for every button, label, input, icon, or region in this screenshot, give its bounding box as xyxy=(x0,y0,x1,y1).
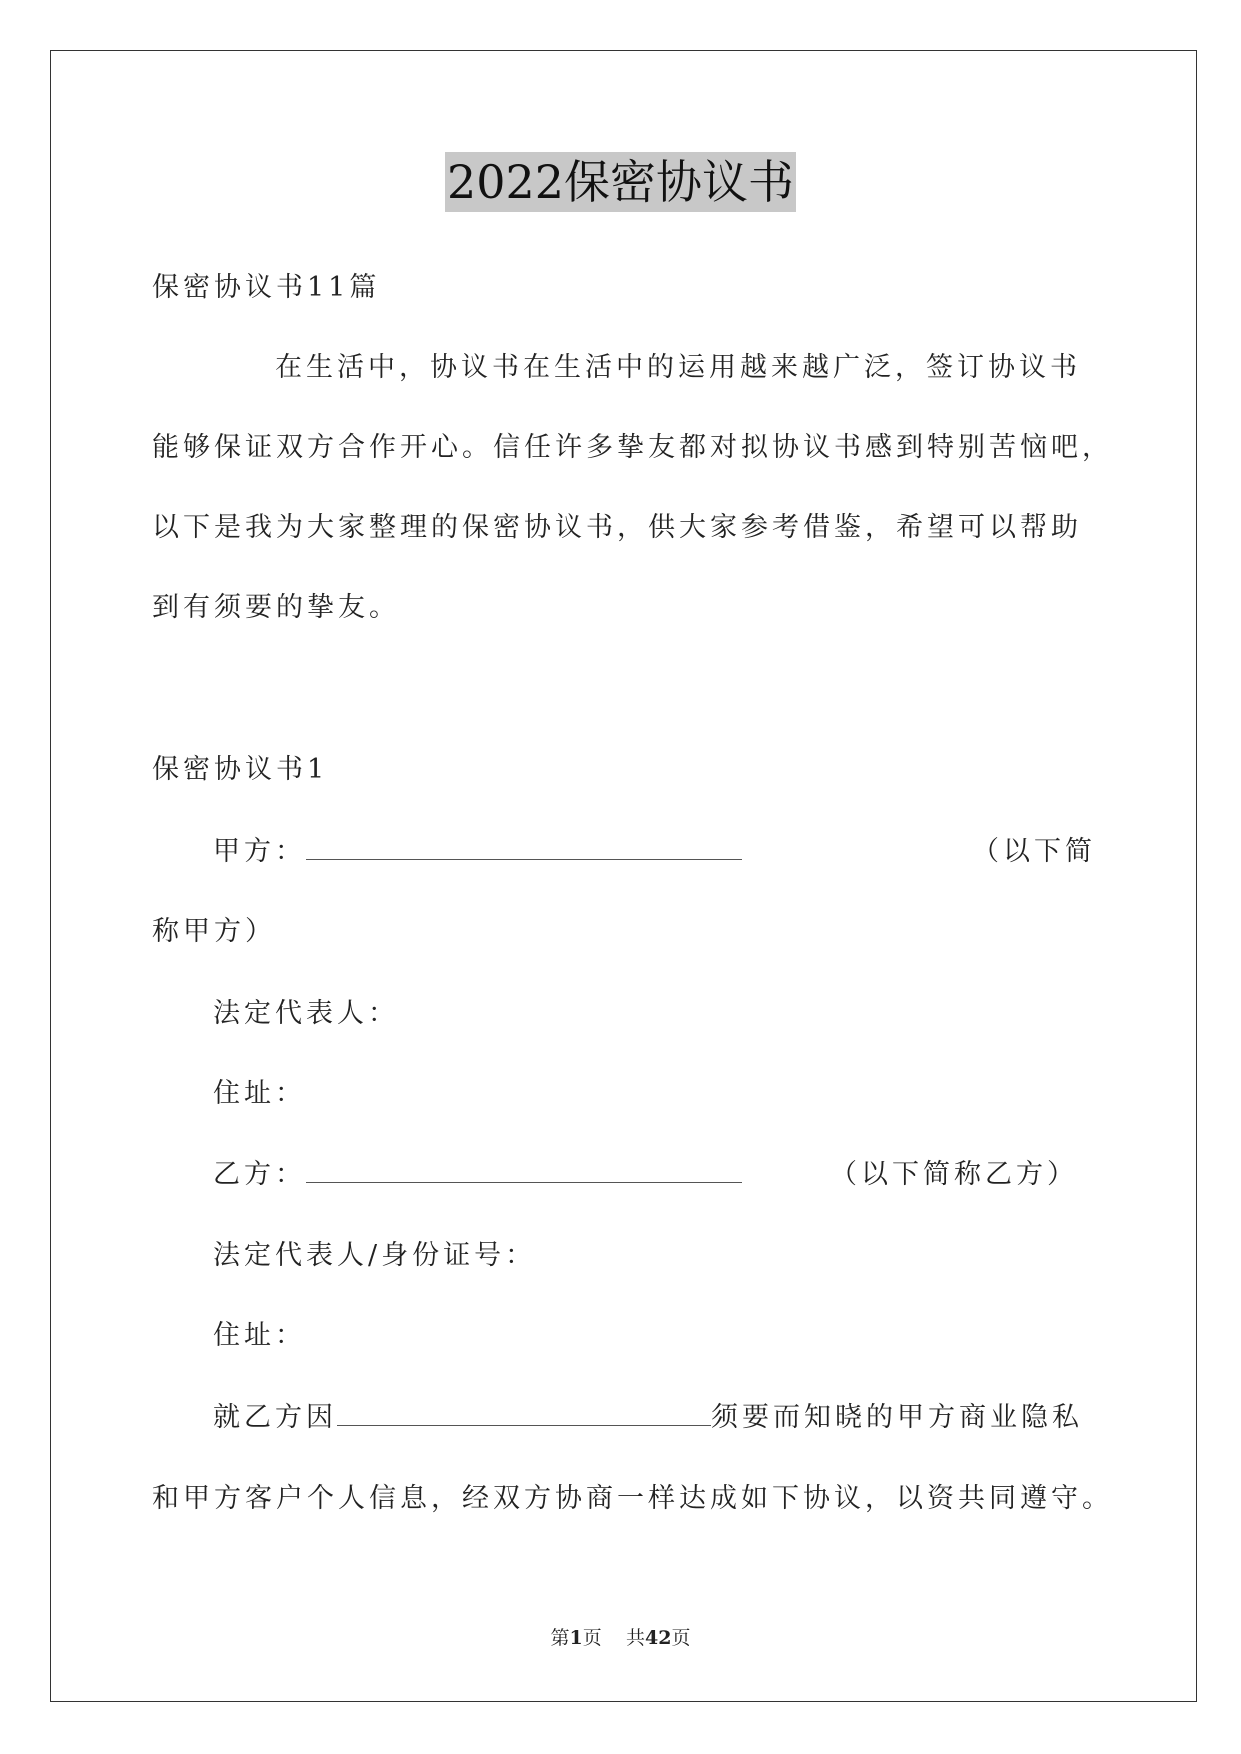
intro-line-4: 到有须要的挚友。 xyxy=(152,592,400,623)
footer-total-prefix: 共 xyxy=(625,1627,645,1649)
clause-blank[interactable] xyxy=(337,1399,711,1426)
page-footer xyxy=(0,1626,1241,1650)
footer-total-pages: 42 xyxy=(644,1627,672,1649)
party-a-address: 住址： xyxy=(213,1078,306,1109)
party-a-label: 甲方： xyxy=(213,836,306,867)
footer-page-suffix: 页 xyxy=(582,1627,602,1649)
document-title: 2022保密协议书 xyxy=(445,152,796,212)
party-a-suffix: （以下简 xyxy=(972,836,1096,867)
document-subtitle: 保密协议书11篇 xyxy=(152,272,381,303)
party-b-suffix: （以下简称乙方） xyxy=(830,1159,1078,1190)
party-a-row xyxy=(213,832,742,872)
footer-page-prefix: 第 xyxy=(550,1627,570,1649)
party-b-row xyxy=(213,1155,742,1195)
intro-line-2: 能够保证双方合作开心。信任许多挚友都对拟协议书感到特别苦恼吧， xyxy=(152,432,1113,463)
party-a-blank[interactable] xyxy=(306,833,742,860)
title-wrap xyxy=(0,152,1241,212)
party-a-rep: 法定代表人： xyxy=(213,998,399,1029)
clause-row xyxy=(213,1398,1083,1438)
party-b-label: 乙方： xyxy=(213,1159,306,1190)
clause-suffix: 须要而知晓的甲方商业隐私 xyxy=(711,1402,1083,1433)
footer-page-number: 1 xyxy=(569,1627,583,1649)
section-heading: 保密协议书1 xyxy=(152,754,329,785)
party-b-address: 住址： xyxy=(213,1320,306,1351)
footer-total-suffix: 页 xyxy=(671,1627,691,1649)
clause-prefix: 就乙方因 xyxy=(213,1402,337,1433)
intro-line-1: 在生活中，协议书在生活中的运用越来越广泛，签订协议书 xyxy=(275,352,1081,383)
party-a-suffix-cont: 称甲方） xyxy=(152,916,276,947)
clause-line-2: 和甲方客户个人信息，经双方协商一样达成如下协议，以资共同遵守。 xyxy=(152,1483,1113,1514)
intro-line-3: 以下是我为大家整理的保密协议书，供大家参考借鉴，希望可以帮助 xyxy=(152,512,1082,543)
party-b-rep: 法定代表人/身份证号： xyxy=(213,1240,537,1271)
party-b-blank[interactable] xyxy=(306,1156,742,1183)
